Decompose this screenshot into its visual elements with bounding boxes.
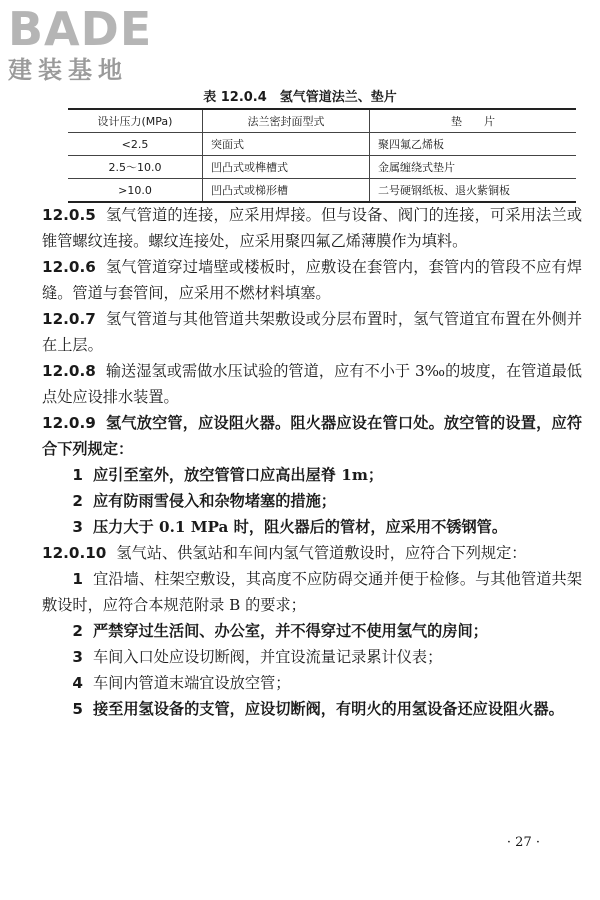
item-number: 5 — [72, 700, 83, 718]
item-text: 接至用氢设备的支管，应设切断阀，有明火的用氢设备还应设阻火器。 — [92, 700, 564, 718]
item-text: 车间内管道末端宜设放空管； — [92, 674, 291, 692]
flange-gasket-table — [68, 108, 576, 203]
item-number: 1 — [72, 570, 83, 588]
watermark-logo — [8, 2, 178, 84]
item-number: 4 — [72, 674, 83, 692]
clause-number: 12.0.8 — [42, 362, 96, 380]
table-row — [68, 156, 576, 179]
item-number: 2 — [72, 622, 83, 640]
cell-pressure: 2.5～10.0 — [68, 156, 203, 179]
cell-flange: 突面式 — [203, 133, 370, 156]
cell-gasket: 金属缠绕式垫片 — [370, 156, 577, 179]
clause-12-0-5 — [42, 202, 582, 254]
watermark-brand: BADE — [8, 2, 153, 56]
cell-pressure: <2.5 — [68, 133, 203, 156]
clause-number: 12.0.5 — [42, 206, 96, 224]
cell-gasket: 聚四氟乙烯板 — [370, 133, 577, 156]
list-item — [42, 462, 582, 488]
page-number: · 27 · — [506, 835, 540, 850]
header-pressure: 设计压力(MPa) — [68, 109, 203, 133]
clause-text: 氢气站、供氢站和车间内氢气管道敷设时，应符合下列规定： — [116, 544, 527, 562]
cell-flange: 凹凸式或榫槽式 — [203, 156, 370, 179]
clause-text: 氢气管道与其他管道共架敷设或分层布置时，氢气管道宜布置在外侧并在上层。 — [42, 310, 582, 354]
table-row — [68, 133, 576, 156]
clause-number: 12.0.6 — [42, 258, 96, 276]
list-item — [42, 644, 582, 670]
header-gasket: 垫 片 — [370, 109, 577, 133]
watermark-subtitle: 建装基地 — [8, 56, 128, 84]
table-row — [68, 179, 576, 203]
table-title: 表 12.0.4 氢气管道法兰、垫片 — [203, 90, 397, 105]
cell-gasket: 二号硬钢纸板、退火紫铜板 — [370, 179, 577, 203]
list-item — [42, 670, 582, 696]
item-text: 应引至室外，放空管管口应高出屋脊 1m； — [92, 466, 384, 484]
item-number: 2 — [72, 492, 83, 510]
item-number: 3 — [72, 648, 83, 666]
item-text: 车间入口处应设切断阀，并宜设流量记录累计仪表； — [92, 648, 443, 666]
clause-number: 12.0.9 — [42, 414, 96, 432]
item-number: 3 — [72, 518, 83, 536]
item-text: 应有防雨雪侵入和杂物堵塞的措施； — [92, 492, 336, 510]
clause-12-0-8 — [42, 358, 582, 410]
clause-12-0-9 — [42, 410, 582, 462]
document-body — [42, 202, 582, 722]
list-item — [42, 488, 582, 514]
cell-pressure: >10.0 — [68, 179, 203, 203]
item-text: 宜沿墙、柱架空敷设，其高度不应防碍交通并便于检修。与其他管道共架敷设时，应符合本规范附录 B 的要求； — [42, 570, 582, 614]
clause-text: 氢气管道的连接，应采用焊接。但与设备、阀门的连接，可采用法兰或锥管螺纹连接。螺纹连接处，应采用聚四氟乙烯薄膜作为填料。 — [42, 206, 582, 250]
header-flange: 法兰密封面型式 — [203, 109, 370, 133]
clause-12-0-10 — [42, 540, 582, 566]
item-text: 严禁穿过生活间、办公室，并不得穿过不使用氢气的房间； — [92, 622, 488, 640]
list-item — [42, 618, 582, 644]
cell-flange: 凹凸式或梯形槽 — [203, 179, 370, 203]
clause-text: 输送湿氢或需做水压试验的管道，应有不小于 3‰的坡度，在管道最低点处应设排水装置。 — [42, 362, 582, 406]
clause-12-0-7 — [42, 306, 582, 358]
list-item — [42, 696, 582, 722]
clause-number: 12.0.7 — [42, 310, 96, 328]
table-header-row — [68, 109, 576, 133]
list-item — [42, 566, 582, 618]
item-text: 压力大于 0.1 MPa 时，阻火器后的管材，应采用不锈钢管。 — [92, 518, 508, 536]
item-number: 1 — [72, 466, 83, 484]
list-item — [42, 514, 582, 540]
clause-text: 氢气放空管，应设阻火器。阻火器应设在管口处。放空管的设置，应符合下列规定： — [42, 414, 582, 458]
clause-number: 12.0.10 — [42, 544, 107, 562]
clause-12-0-6 — [42, 254, 582, 306]
clause-text: 氢气管道穿过墙壁或楼板时，应敷设在套管内，套管内的管段不应有焊缝。管道与套管间，应采用不燃材料填塞。 — [42, 258, 582, 302]
